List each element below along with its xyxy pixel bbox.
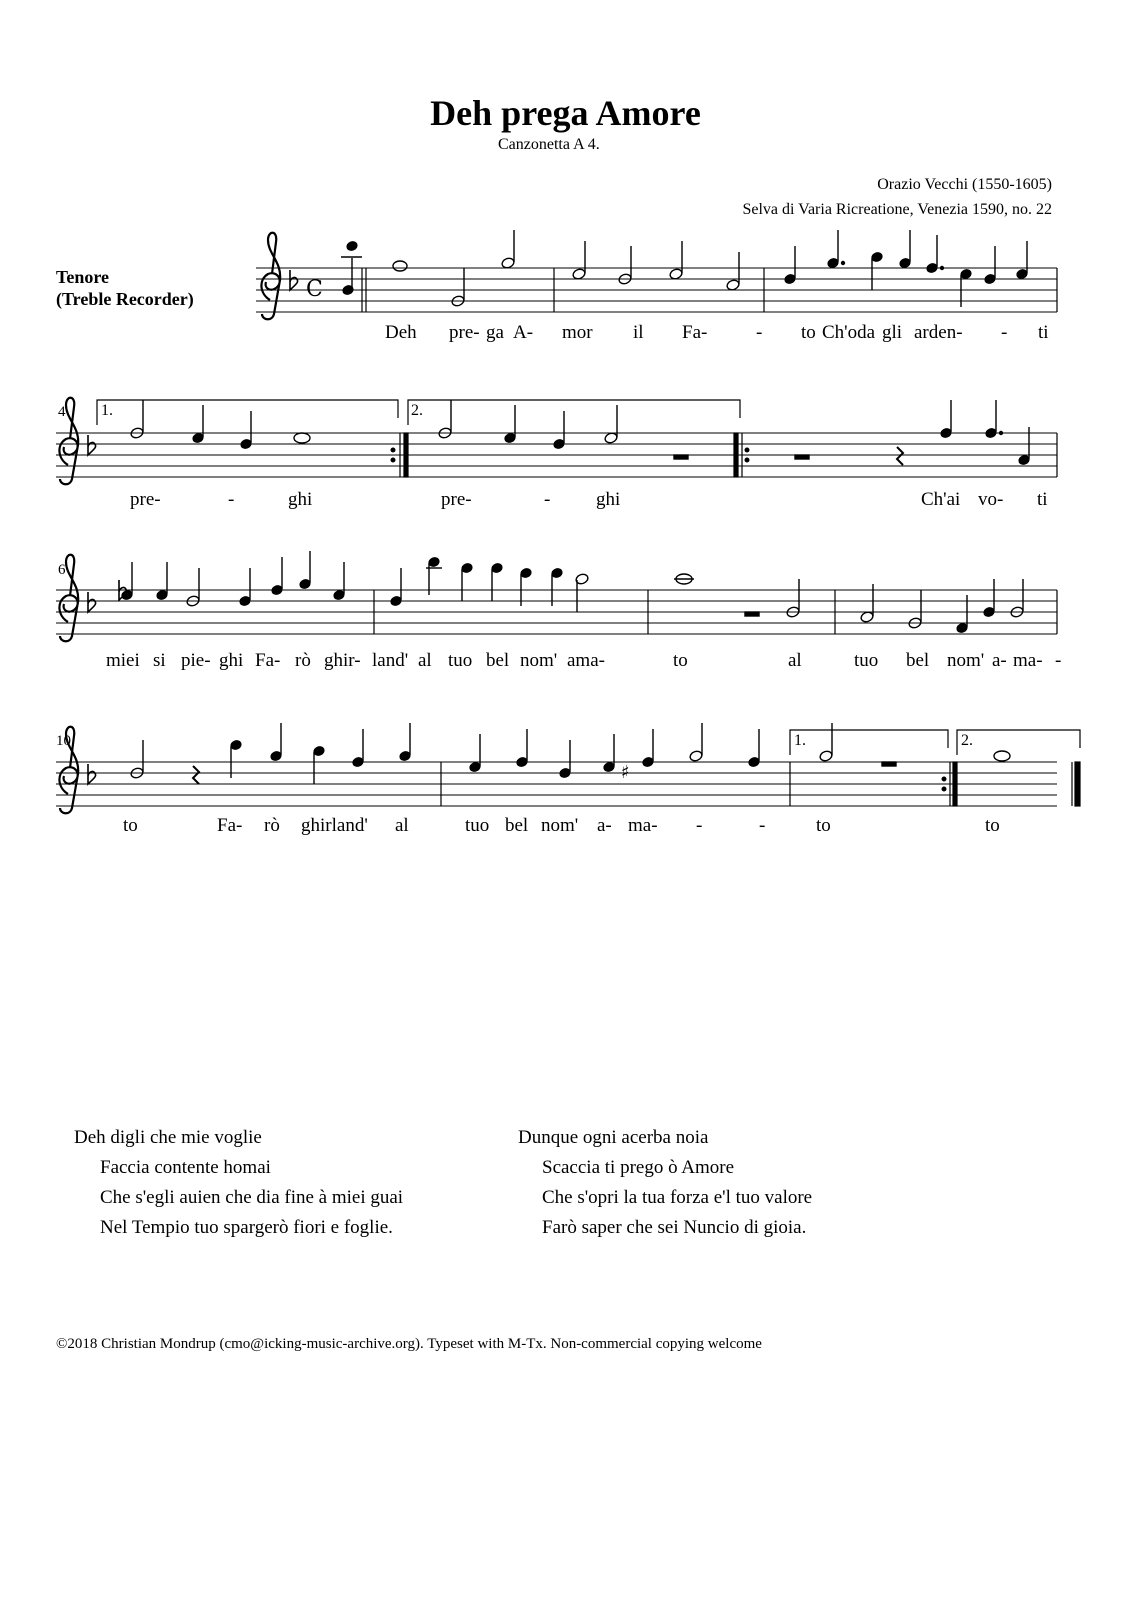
lyric: -	[544, 489, 551, 510]
system-2	[56, 398, 1057, 485]
verse-line: Dunque ogni acerba noia	[518, 1127, 709, 1148]
lyric: ghirland'	[301, 815, 368, 836]
lyric: ghi	[596, 489, 621, 510]
treble-clef-icon	[261, 233, 280, 320]
lyric: a-	[597, 815, 612, 836]
lyric: ti	[1037, 489, 1048, 510]
lyric: tuo	[854, 650, 879, 671]
lyric: gli	[882, 322, 903, 343]
copyright: ©2018 Christian Mondrup (cmo@icking-music-archive.org). Typeset with M-Tx. Non-commercial copying welcome	[56, 1336, 762, 1352]
lyric: vo-	[978, 489, 1004, 510]
instrument-name: Tenore	[56, 267, 110, 287]
verse-line: Che s'opri la tua forza e'l tuo valore	[542, 1187, 813, 1208]
volta-first: 1.	[101, 402, 113, 419]
verse-line: Che s'egli auien che dia fine à miei guai	[100, 1187, 404, 1208]
source: Selva di Varia Ricreatione, Venezia 1590, no. 22	[742, 201, 1052, 218]
lyric: arden-	[914, 322, 963, 343]
verse-line: Faccia contente homai	[100, 1157, 271, 1178]
lyric: ama-	[567, 650, 605, 671]
lyric: bel	[906, 650, 930, 671]
lyric: -	[1055, 650, 1062, 671]
lyric: pre-	[130, 489, 161, 510]
verse-left	[74, 1123, 403, 1243]
lyric: -	[756, 322, 763, 343]
lyric: a-	[992, 650, 1007, 671]
lyric: mor	[562, 322, 593, 343]
measure-number: 6	[58, 562, 66, 578]
verse-line: Farò saper che sei Nuncio di gioia.	[542, 1217, 807, 1238]
composer: Orazio Vecchi (1550-1605)	[877, 176, 1052, 193]
lyric: Deh	[385, 322, 417, 343]
lyric: ga	[486, 322, 504, 343]
verse-line: Scaccia ti prego ò Amore	[542, 1157, 735, 1178]
lyric: pre-	[441, 489, 472, 510]
lyric: nom'	[520, 650, 558, 671]
lyric: miei	[106, 650, 140, 671]
lyric: Ch'ai	[921, 489, 961, 510]
flat-icon	[290, 270, 298, 290]
volta-second: 2.	[961, 732, 973, 749]
lyric: Fa-	[217, 815, 243, 836]
measure-number: 10	[56, 733, 71, 749]
flat-icon	[88, 764, 96, 784]
instrument-sub: (Treble Recorder)	[56, 289, 194, 309]
lyric: to	[123, 815, 138, 836]
lyric: -	[696, 815, 703, 836]
lyric: il	[633, 322, 644, 343]
lyric: bel	[486, 650, 510, 671]
verse-line: Nel Tempio tuo spargerò fiori e foglie.	[100, 1217, 393, 1238]
lyric: ghi	[219, 650, 244, 671]
lyric: to	[816, 815, 831, 836]
lyric: ma-	[628, 815, 658, 836]
flat-icon	[88, 592, 96, 612]
lyric: si	[153, 650, 166, 671]
lyric: Fa-	[255, 650, 281, 671]
system-3	[56, 551, 1057, 641]
verse-line: Deh digli che mie voglie	[74, 1127, 262, 1148]
lyric: Ch'oda	[822, 322, 876, 343]
lyric: -	[228, 489, 235, 510]
lyric: tuo	[448, 650, 473, 671]
lyric: rò	[295, 650, 311, 671]
common-time-icon: C	[306, 277, 323, 302]
lyric: -	[1001, 322, 1008, 343]
lyric: ma-	[1013, 650, 1043, 671]
lyric: to	[673, 650, 688, 671]
lyric: land'	[372, 650, 409, 671]
lyric: to	[801, 322, 816, 343]
lyric: A-	[513, 322, 534, 343]
lyric: ghi	[288, 489, 313, 510]
lyric: pie-	[181, 650, 211, 671]
lyric: al	[788, 650, 802, 671]
page-title: Deh prega Amore	[430, 93, 701, 133]
lyric: bel	[505, 815, 529, 836]
lyric: tuo	[465, 815, 490, 836]
lyric: nom'	[541, 815, 579, 836]
subtitle: Canzonetta A 4.	[498, 136, 600, 153]
lyric: rò	[264, 815, 280, 836]
lyric: to	[985, 815, 1000, 836]
lyric: pre-	[449, 322, 480, 343]
lyric: Fa-	[682, 322, 708, 343]
lyric: al	[418, 650, 432, 671]
volta-first: 1.	[794, 732, 806, 749]
lyric: ghir-	[324, 650, 361, 671]
lyric: -	[759, 815, 766, 836]
system-4	[56, 723, 1080, 813]
lyric: nom'	[947, 650, 985, 671]
flat-icon	[88, 435, 96, 455]
system-1	[256, 230, 1057, 319]
verse-right	[518, 1123, 812, 1243]
lyric: al	[395, 815, 409, 836]
sharp-icon: ♯	[621, 762, 630, 783]
measure-number: 4	[58, 404, 66, 420]
lyric: ti	[1038, 322, 1049, 343]
volta-second: 2.	[411, 402, 423, 419]
